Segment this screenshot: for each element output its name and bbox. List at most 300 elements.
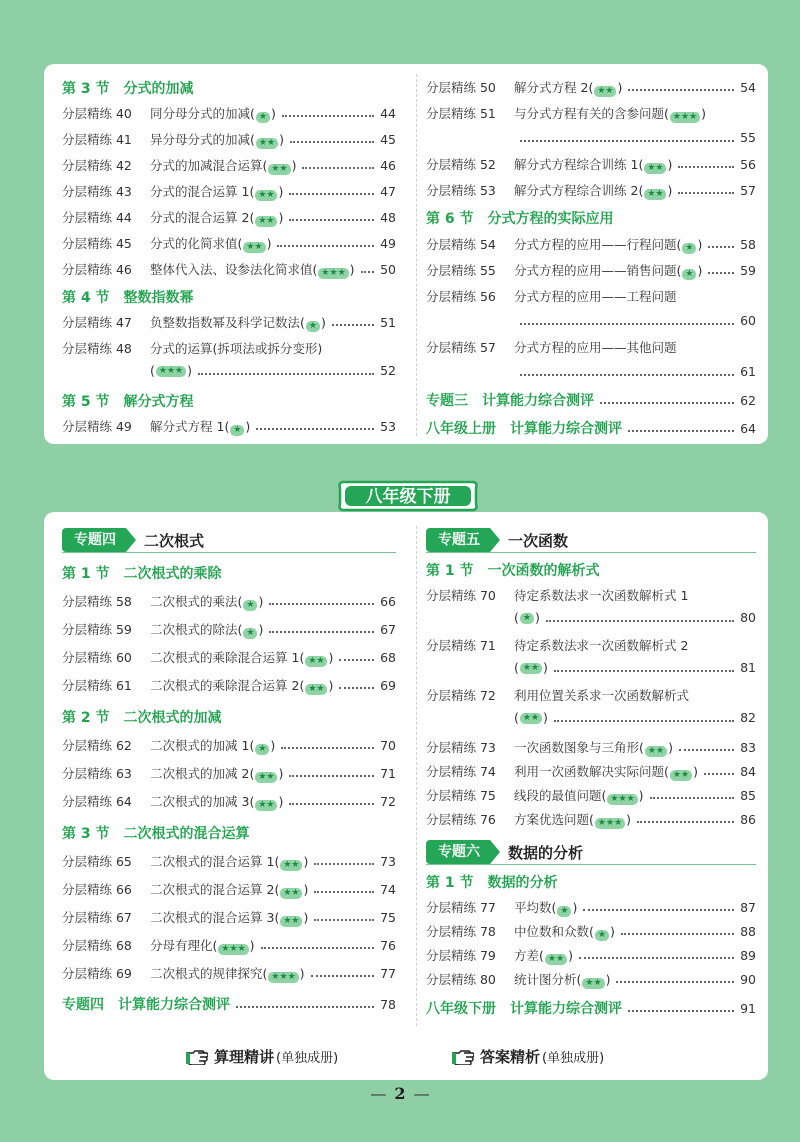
leader-dots (520, 323, 734, 325)
toc-entry-continued[interactable] (514, 710, 756, 725)
entry-label: 分层精练 74 (426, 764, 496, 779)
star-icon: ★ (597, 930, 606, 940)
entry-label: 分层精练 45 (62, 236, 132, 251)
section-heading[interactable]: 第 1 节 数据的分析 (426, 875, 558, 891)
entry-title (150, 156, 296, 174)
leader-dots (314, 891, 374, 893)
toc-entry[interactable] (62, 208, 396, 226)
star-icon: ★ (316, 684, 325, 694)
page-number: 67 (380, 621, 396, 637)
toc-entry-wrapped[interactable] (62, 339, 396, 357)
difficulty-stars (280, 916, 302, 927)
toc-entry[interactable] (426, 738, 756, 756)
leader-dots (339, 659, 374, 661)
star-icon: ★ (291, 860, 300, 870)
entry-title-text: 一次函数图象与三角形 (514, 740, 640, 755)
entry-title (150, 130, 284, 148)
paren: ) (638, 788, 644, 803)
difficulty-stars (306, 321, 320, 332)
page-number: 73 (380, 853, 396, 869)
entry-title (150, 676, 333, 694)
difficulty-stars (520, 613, 534, 624)
toc-entry[interactable] (62, 313, 396, 331)
page-number: 57 (740, 182, 756, 198)
difficulty-stars (682, 243, 696, 254)
difficulty-stars (582, 978, 604, 989)
star-icon: ★ (655, 746, 665, 756)
star-icon: ★ (647, 189, 656, 199)
entry-title (150, 764, 283, 782)
toc-entry-continued[interactable] (514, 660, 756, 675)
star-icon: ★ (258, 112, 267, 122)
toc-entry[interactable] (62, 234, 396, 252)
paren: ) (543, 660, 548, 675)
paren: ( (250, 106, 255, 121)
entry-title (150, 234, 271, 252)
entry-title (514, 898, 577, 916)
entry-title-text: 二次根式的加减 1 (150, 738, 250, 753)
difficulty-stars (243, 242, 265, 253)
entry-title-text: 解分式方程 1 (150, 419, 225, 434)
toc-entry-continued[interactable] (514, 364, 756, 379)
star-icon: ★ (655, 163, 664, 173)
page-number: 84 (740, 763, 756, 779)
toc-entry-continued[interactable] (514, 130, 756, 145)
paren: ( (274, 882, 280, 897)
entry-label: 分层精练 64 (62, 794, 132, 809)
leader-dots (678, 192, 734, 194)
entry-title-text: 分式的加减混合运算 (150, 158, 263, 173)
entry-label: 分层精练 66 (62, 882, 132, 897)
paren: ( (249, 738, 255, 753)
column-divider (416, 74, 417, 436)
entry-title (150, 208, 283, 226)
page-number: 77 (380, 965, 396, 981)
paren: ) (279, 132, 284, 147)
paren: ) (258, 594, 264, 609)
entry-label: 分层精练 56 (426, 289, 496, 304)
leader-dots (554, 670, 734, 672)
entry-label: 分层精练 72 (426, 688, 496, 703)
entry-label: 分层精练 67 (62, 910, 132, 925)
toc-entry-wrapped[interactable] (426, 686, 756, 704)
leader-dots (261, 947, 375, 949)
toc-entry[interactable] (426, 762, 756, 780)
star-icon: ★ (605, 818, 615, 828)
leader-dots (290, 141, 374, 143)
star-icon: ★ (166, 366, 176, 376)
paren: ( (601, 788, 607, 803)
entry-title-text: 利用一次函数解决实际问题 (514, 764, 665, 779)
test-title: 八年级上册 计算能力综合测评 (426, 421, 622, 437)
star-icon: ★ (258, 216, 267, 226)
page-number: 71 (380, 765, 396, 781)
entry-title-text: 方差 (514, 948, 540, 963)
paren: ) (270, 106, 276, 121)
paren: ( (237, 622, 243, 637)
leader-dots (520, 374, 734, 376)
star-icon: ★ (522, 713, 531, 723)
toc-entry[interactable] (62, 736, 396, 754)
difficulty-stars (607, 794, 637, 805)
page-number: 81 (740, 660, 756, 675)
leader-dots (269, 631, 374, 633)
paren: ) (291, 158, 297, 173)
toc-entry[interactable] (426, 898, 756, 916)
paren: ) (303, 854, 309, 869)
page-number: 58 (740, 236, 756, 252)
entry-title (150, 592, 263, 610)
page-number: 45 (380, 131, 396, 147)
entry-title-text: 解分式方程综合训练 2 (514, 183, 639, 198)
page-number: — 2 — (370, 1084, 430, 1103)
page-number: 74 (380, 881, 396, 897)
entry-label: 分层精练 43 (62, 184, 132, 199)
entry-label: 分层精练 57 (426, 340, 496, 355)
page-number: 89 (740, 947, 756, 963)
toc-entry[interactable] (426, 261, 756, 279)
difficulty-stars (156, 366, 186, 377)
entry-title (150, 964, 305, 982)
toc-entry[interactable] (62, 936, 396, 954)
entry-label: 分层精练 40 (62, 106, 132, 121)
toc-entry[interactable] (426, 970, 756, 988)
page-number: 80 (740, 610, 756, 625)
paren: ( (588, 80, 594, 95)
leader-dots (332, 324, 374, 326)
star-icon: ★ (530, 663, 540, 673)
page-number: 60 (740, 313, 756, 328)
star-icon: ★ (555, 954, 565, 964)
paren: ) (328, 650, 334, 665)
toc-entry[interactable] (426, 78, 756, 96)
footer-title: 算理精讲 (214, 1048, 275, 1066)
star-icon: ★ (685, 243, 694, 253)
toc-entry[interactable] (62, 417, 396, 435)
entry-label: 分层精练 59 (62, 622, 132, 637)
entry-label: 分层精练 52 (426, 157, 496, 172)
paren: ( (150, 363, 155, 378)
toc-entry[interactable] (62, 676, 396, 694)
star-icon: ★ (614, 818, 623, 828)
section-heading[interactable]: 第 3 节 分式的加减 (62, 81, 194, 97)
toc-entry[interactable] (62, 964, 396, 982)
leader-dots (621, 933, 734, 935)
star-icon: ★ (672, 112, 681, 122)
star-icon: ★ (685, 269, 694, 279)
paren: ( (249, 184, 255, 199)
star-icon: ★ (647, 163, 656, 173)
topic-header[interactable] (426, 840, 583, 864)
star-icon: ★ (597, 86, 606, 96)
entry-label: 分层精练 42 (62, 158, 132, 173)
leader-dots (650, 797, 735, 799)
toc-entry[interactable] (62, 792, 396, 810)
leader-dots (637, 821, 734, 823)
entry-title (150, 260, 355, 278)
toc-entry-continued[interactable] (514, 313, 756, 328)
star-icon: ★ (560, 906, 569, 916)
entry-title: 利用位置关系求一次函数解析式 (514, 688, 690, 703)
difficulty-stars (670, 112, 700, 123)
toc-entry[interactable] (62, 908, 396, 926)
leader-dots (520, 140, 734, 142)
entry-label: 分层精练 63 (62, 766, 132, 781)
star-icon: ★ (258, 138, 267, 148)
paren: ( (249, 210, 255, 225)
difficulty-stars (243, 628, 257, 639)
toc-entry[interactable] (426, 235, 756, 253)
entry-title-text: 解分式方程综合训练 1 (514, 157, 639, 172)
leader-dots (361, 271, 375, 273)
test-title: 八年级下册 计算能力综合测评 (426, 1001, 622, 1017)
toc-entry-continued[interactable] (514, 610, 756, 625)
difficulty-stars (682, 269, 696, 280)
entry-title-text: 二次根式的乘法 (150, 594, 238, 609)
paren: ( (639, 740, 644, 755)
page-number: 90 (740, 971, 756, 987)
toc-entry[interactable] (62, 182, 396, 200)
entry-label: 分层精练 50 (426, 80, 496, 95)
paren: ) (258, 622, 264, 637)
section-heading[interactable]: 第 3 节 二次根式的混合运算 (62, 826, 250, 842)
toc-entry[interactable] (62, 852, 396, 870)
entry-label: 分层精练 48 (62, 341, 132, 356)
pointing-hand-icon (186, 1049, 208, 1065)
toc-entry[interactable] (62, 648, 396, 666)
paren: ( (551, 900, 557, 915)
paren: ( (274, 854, 280, 869)
toc-entry[interactable] (62, 764, 396, 782)
entry-label: 分层精练 73 (426, 740, 496, 755)
star-icon: ★ (221, 944, 230, 954)
difficulty-stars (255, 744, 269, 755)
footer-title: 答案精析 (480, 1048, 541, 1066)
star-icon: ★ (175, 366, 184, 376)
page-number: 70 (380, 737, 396, 753)
footer-link-explanations[interactable] (186, 1046, 338, 1067)
toc-entry[interactable] (62, 620, 396, 638)
page-number: 46 (380, 157, 396, 173)
section-heading[interactable]: 第 5 节 解分式方程 (62, 394, 194, 410)
paren: ) (278, 766, 284, 781)
star-icon: ★ (321, 268, 330, 278)
leader-dots (311, 975, 375, 977)
entry-title-text: 二次根式的加减 2 (150, 766, 250, 781)
page-number: 61 (740, 364, 756, 379)
entry-label: 分层精练 49 (62, 419, 132, 434)
page-number: 49 (380, 235, 396, 251)
toc-entry[interactable] (62, 130, 396, 148)
topic-underline (426, 864, 756, 865)
page-number: 44 (380, 105, 396, 121)
toc-entry-wrapped[interactable] (426, 586, 756, 604)
paren: ( (250, 132, 255, 147)
toc-entry[interactable] (426, 810, 756, 828)
difficulty-stars (268, 972, 298, 983)
leader-dots (269, 603, 374, 605)
page-number: 75 (380, 909, 396, 925)
toc-entry[interactable] (426, 786, 756, 804)
page-number: 64 (740, 420, 756, 436)
entry-title-text: 二次根式的乘除混合运算 1 (150, 650, 300, 665)
entry-label: 分层精练 47 (62, 315, 132, 330)
toc-entry[interactable] (426, 922, 756, 940)
entry-title-text: 线段的最值问题 (514, 788, 602, 803)
star-icon: ★ (266, 138, 276, 148)
toc-entry-wrapped[interactable] (426, 636, 756, 654)
entry-title: 待定系数法求一次函数解析式 2 (514, 638, 689, 653)
difficulty-stars (255, 800, 277, 811)
section-heading[interactable]: 第 2 节 二次根式的加减 (62, 710, 222, 726)
difficulty-stars (305, 656, 327, 667)
difficulty-stars (595, 930, 609, 941)
star-icon: ★ (672, 770, 681, 780)
entry-label: 分层精练 55 (426, 263, 496, 278)
leader-dots (289, 775, 374, 777)
paren: ( (224, 419, 230, 434)
star-icon: ★ (246, 628, 255, 638)
leader-dots (256, 428, 374, 430)
entry-title-text: 二次根式的混合运算 1 (150, 854, 275, 869)
entry-title-text: 二次根式的乘除混合运算 2 (150, 678, 300, 693)
entry-label: 分层精练 80 (426, 972, 496, 987)
page-number: 47 (380, 183, 396, 199)
entry-title-text: 统计图分析 (514, 972, 577, 987)
paren: ) (534, 610, 540, 625)
difficulty-stars (255, 216, 277, 227)
star-icon: ★ (279, 164, 288, 174)
topic-underline (426, 552, 756, 553)
paren: ) (668, 740, 673, 755)
difficulty-stars (268, 164, 290, 175)
toc-entry[interactable] (426, 155, 756, 173)
entry-label: 分层精练 46 (62, 262, 132, 277)
toc-entry-wrapped[interactable] (426, 104, 756, 122)
star-icon: ★ (547, 954, 556, 964)
page-number: 66 (380, 593, 396, 609)
star-icon: ★ (618, 794, 627, 804)
paren: ) (270, 738, 276, 753)
entry-title (150, 313, 326, 331)
paren: ) (278, 794, 284, 809)
page-number: 76 (380, 937, 396, 953)
test-entry[interactable] (426, 390, 756, 410)
star-icon: ★ (308, 321, 317, 331)
difficulty-stars (557, 906, 571, 917)
toc-entry[interactable] (62, 592, 396, 610)
star-icon: ★ (626, 794, 635, 804)
entry-title (514, 261, 702, 279)
toc-entry-wrapped[interactable] (426, 338, 756, 356)
entry-title: 分式方程的应用——工程问题 (514, 289, 677, 304)
paren: ( (237, 236, 243, 251)
entry-label: 分层精练 44 (62, 210, 132, 225)
star-icon: ★ (680, 770, 690, 780)
leader-dots (708, 246, 734, 248)
banner-text: 八年级下册 (365, 487, 451, 507)
star-icon: ★ (271, 164, 280, 174)
paren: ) (568, 948, 573, 963)
toc-entry[interactable] (62, 156, 396, 174)
star-icon: ★ (246, 600, 255, 610)
topic-tag-arrow (490, 840, 500, 864)
footer-link-answers[interactable] (452, 1046, 604, 1067)
paren: ( (237, 594, 243, 609)
page-number: 91 (740, 1000, 756, 1016)
toc-entry[interactable] (62, 880, 396, 898)
leader-dots (678, 166, 734, 168)
entry-label: 分层精练 60 (62, 650, 132, 665)
toc-entry[interactable] (426, 181, 756, 199)
leader-dots (314, 863, 374, 865)
star-icon: ★ (279, 972, 288, 982)
entry-label: 分层精练 58 (62, 594, 132, 609)
star-icon: ★ (271, 972, 280, 982)
difficulty-stars (255, 190, 277, 201)
entry-title (150, 182, 283, 200)
star-icon: ★ (610, 794, 619, 804)
topic-header[interactable] (426, 528, 568, 552)
entry-title-text: 二次根式的除法 (150, 622, 238, 637)
difficulty-stars (255, 772, 277, 783)
page-number: 52 (380, 363, 396, 378)
entry-title-text: 同分母分式的加减 (150, 106, 251, 121)
entry-title-text: 中位数和众数 (514, 924, 590, 939)
section-heading[interactable]: 第 6 节 分式方程的实际应用 (426, 211, 614, 227)
toc-entry-wrapped[interactable] (426, 287, 756, 305)
paren: ) (697, 263, 703, 278)
page-number: 62 (740, 392, 756, 408)
toc-entry-continued[interactable] (150, 363, 396, 378)
paren: ( (676, 237, 682, 252)
column-divider (416, 526, 417, 1026)
test-entry[interactable] (426, 998, 756, 1018)
test-entry[interactable] (426, 418, 756, 438)
star-icon: ★ (530, 713, 540, 723)
toc-entry[interactable] (62, 260, 396, 278)
toc-entry[interactable] (62, 104, 396, 122)
topic-header[interactable] (62, 528, 204, 552)
star-icon: ★ (605, 86, 614, 96)
entry-label: 分层精练 62 (62, 738, 132, 753)
leader-dots (600, 402, 734, 404)
difficulty-stars (644, 163, 666, 174)
section-heading[interactable]: 第 1 节 二次根式的乘除 (62, 566, 222, 582)
leader-dots (616, 981, 734, 983)
section-heading[interactable]: 第 4 节 整数指数幂 (62, 290, 194, 306)
entry-title-text: 整体代入法、设参法化简求值 (150, 262, 313, 277)
toc-entry[interactable] (426, 946, 756, 964)
entry-title (150, 104, 276, 122)
paren: ( (638, 157, 644, 172)
section-heading[interactable]: 第 1 节 一次函数的解析式 (426, 563, 600, 579)
paren: ) (187, 363, 193, 378)
page-number: 56 (740, 156, 756, 172)
star-icon: ★ (522, 663, 531, 673)
page-number: 54 (740, 79, 756, 95)
entry-title-text: 二次根式的加减 3 (150, 794, 250, 809)
entry-title-text: 负整数指数幂及科学记数法 (150, 315, 301, 330)
page-number: 86 (740, 811, 756, 827)
leader-dots (302, 167, 374, 169)
leader-dots (236, 1006, 374, 1008)
entry-title-text: 与分式方程有关的含参问题 (514, 106, 665, 121)
test-entry[interactable] (62, 994, 396, 1014)
page-number: 88 (740, 923, 756, 939)
footer-subtitle: (单独成册) (276, 1051, 339, 1066)
star-icon: ★ (680, 112, 690, 122)
